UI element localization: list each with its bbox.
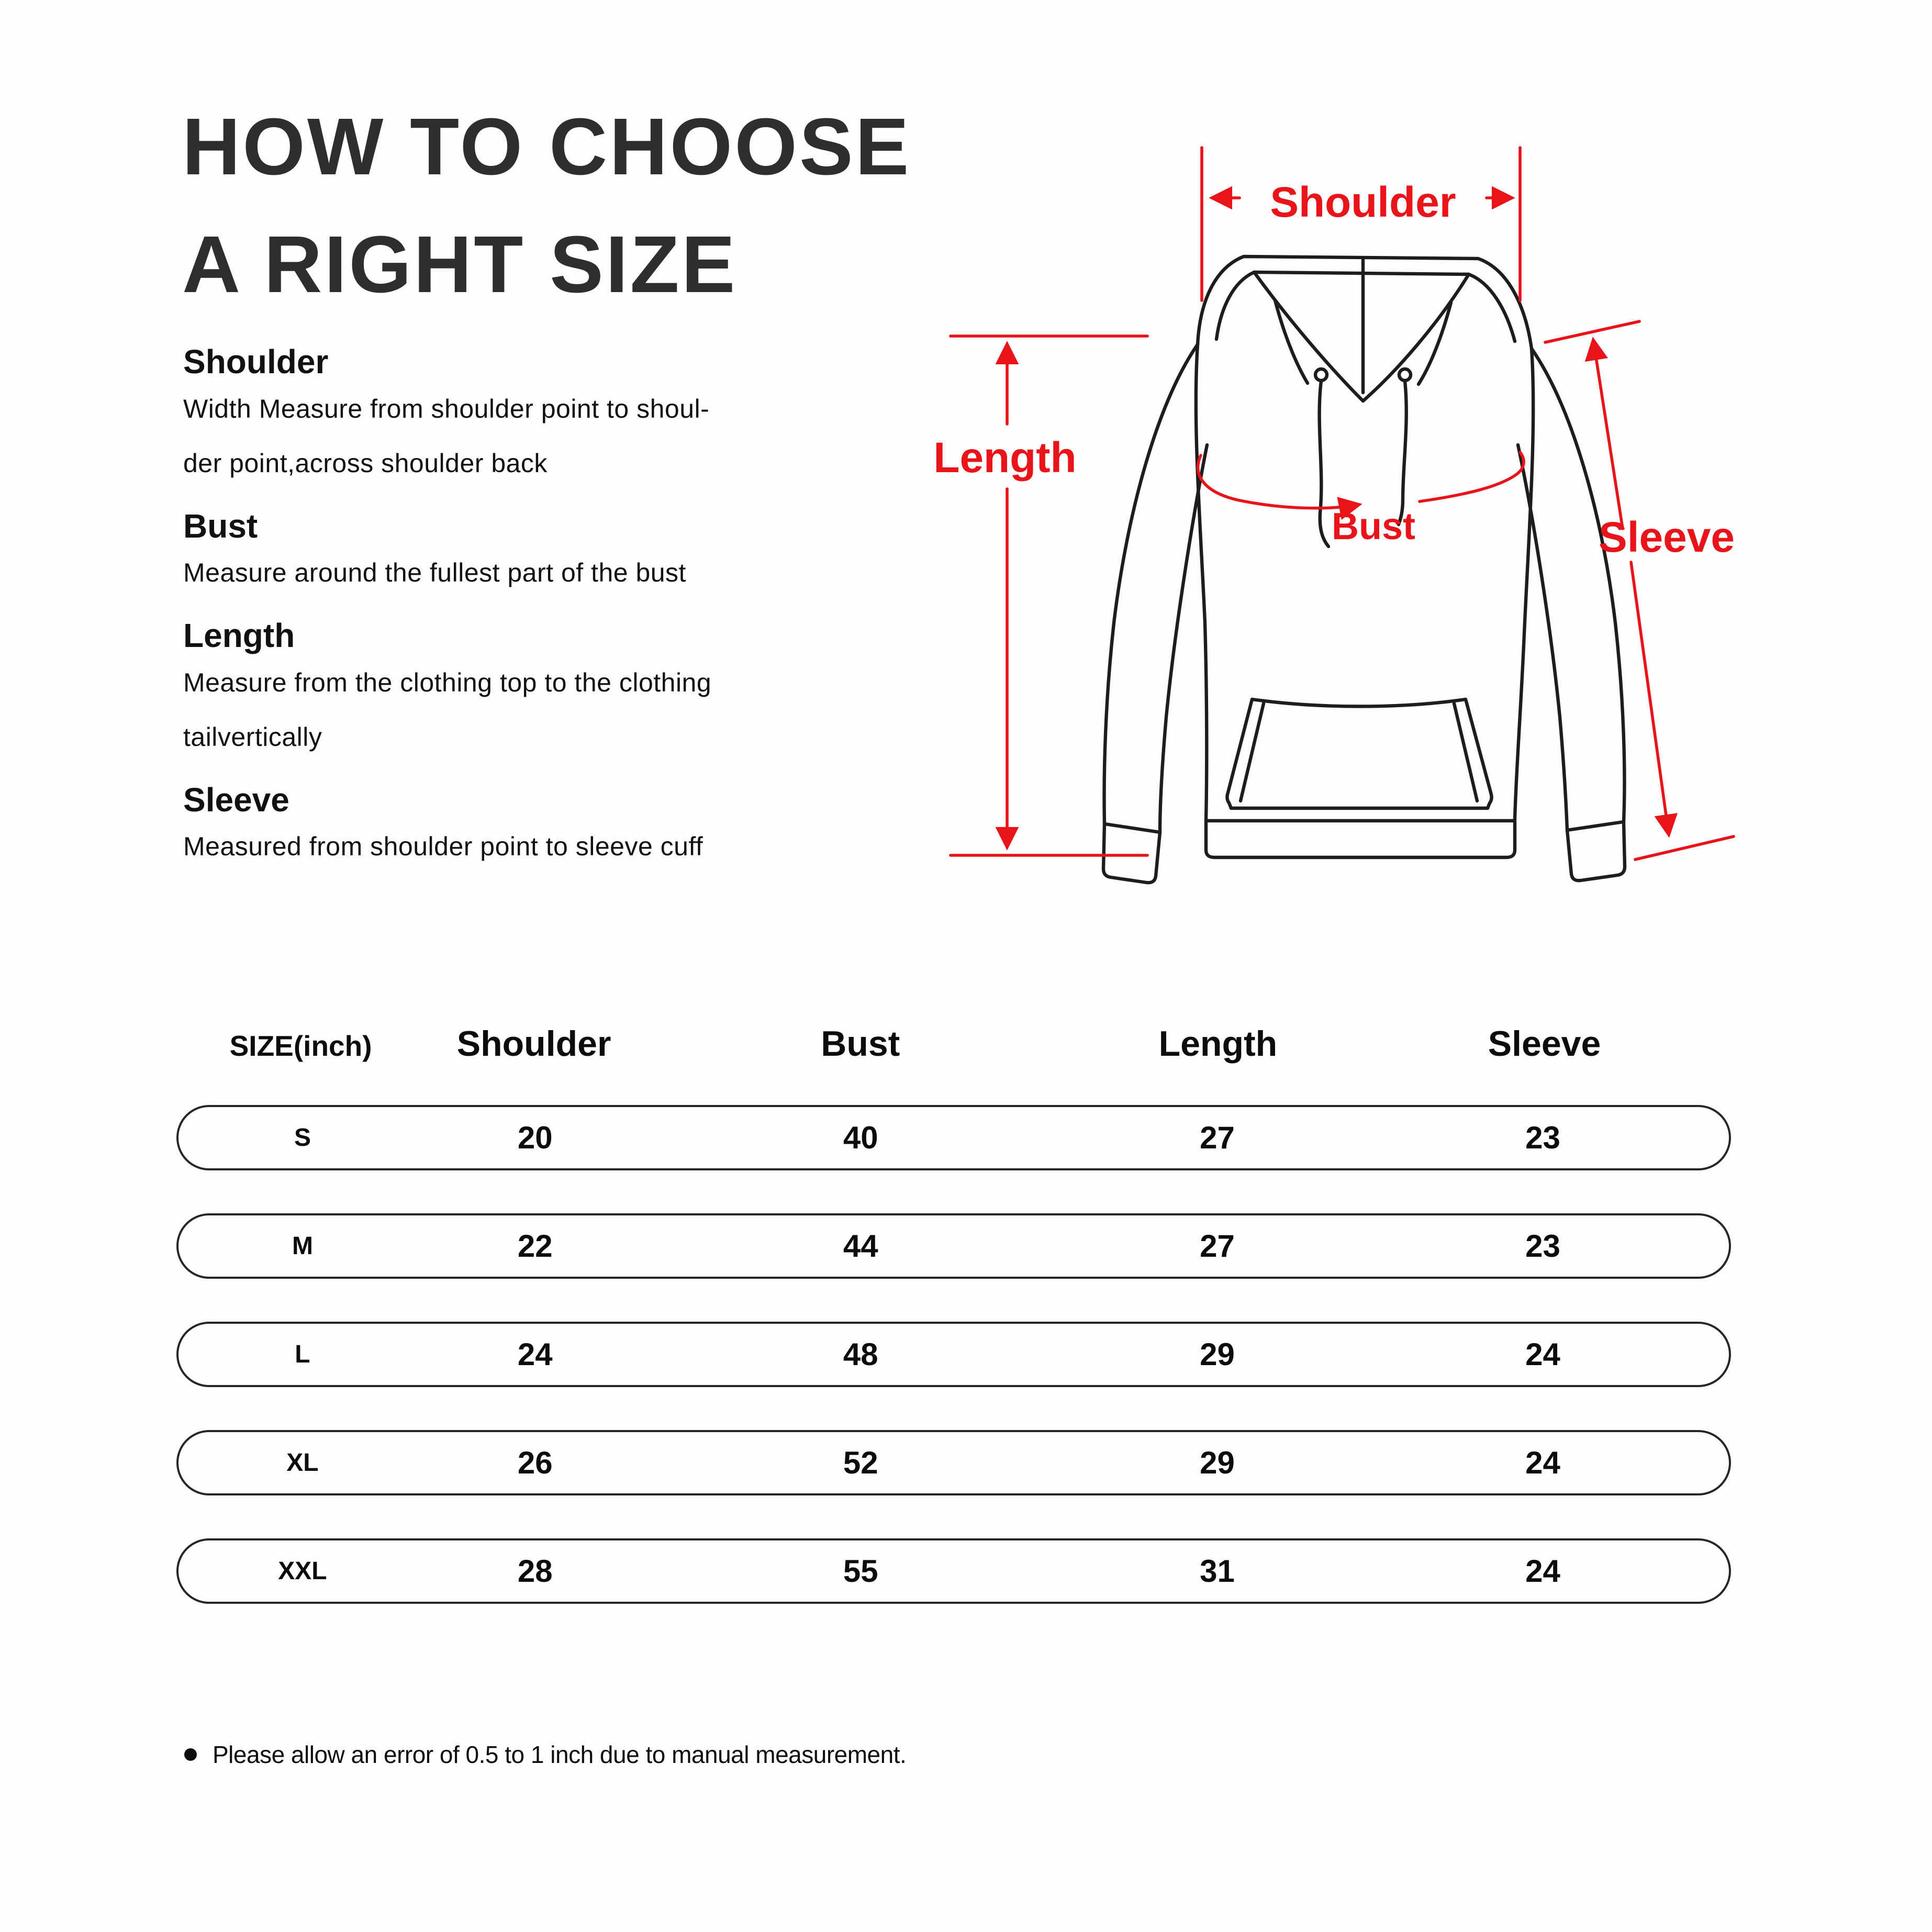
- page-title-line1: HOW TO CHOOSE: [182, 102, 911, 192]
- hoodie-outline-drawing: [1103, 256, 1625, 883]
- column-header-sleeve: Sleeve: [1488, 1024, 1601, 1064]
- cell-bust: 48: [843, 1337, 878, 1372]
- definition-term-shoulder: Shoulder: [183, 343, 329, 381]
- cell-shoulder: 20: [517, 1120, 553, 1155]
- row-size-label: M: [292, 1232, 313, 1260]
- definition-text: Width Measure from shoulder point to shoul-: [183, 394, 710, 423]
- column-header-size: SIZE(inch): [229, 1030, 372, 1062]
- definition-text: der point,across shoulder back: [183, 448, 548, 478]
- cell-sleeve: 24: [1525, 1337, 1560, 1372]
- measurement-definitions: [183, 343, 916, 874]
- table-row-l: [176, 1322, 1731, 1387]
- row-size-label: L: [295, 1341, 310, 1368]
- table-row-s: [176, 1105, 1731, 1170]
- cell-length: 27: [1200, 1229, 1235, 1264]
- size-table-header: [176, 1023, 1731, 1064]
- cell-shoulder: 22: [517, 1229, 553, 1264]
- cell-shoulder: 28: [517, 1554, 553, 1589]
- column-header-bust: Bust: [821, 1024, 900, 1064]
- row-size-label: XXL: [278, 1557, 327, 1585]
- cell-bust: 40: [843, 1120, 878, 1155]
- table-row-m: [176, 1213, 1731, 1279]
- cell-sleeve: 24: [1525, 1554, 1560, 1589]
- diagram-bust-label: Bust: [1332, 506, 1415, 548]
- bullet-icon: [184, 1748, 197, 1761]
- row-size-label: XL: [286, 1449, 319, 1477]
- definition-text: Measure from the clothing top to the clothing: [183, 667, 712, 697]
- cell-sleeve: 23: [1525, 1120, 1560, 1155]
- row-size-label: S: [294, 1124, 311, 1152]
- column-header-length: Length: [1158, 1024, 1278, 1064]
- definition-text: Measure around the fullest part of the bust: [183, 558, 686, 588]
- sleeve-measure-annotation: [1545, 321, 1735, 859]
- hoodie-measurement-diagram: [890, 79, 1858, 968]
- cell-length: 29: [1200, 1337, 1235, 1372]
- diagram-length-label: Length: [933, 434, 1077, 482]
- cell-sleeve: 24: [1525, 1445, 1560, 1480]
- page-title-line2: A RIGHT SIZE: [182, 219, 738, 309]
- table-row-xl: [176, 1430, 1731, 1495]
- definition-term-sleeve: Sleeve: [183, 780, 289, 819]
- cell-bust: 55: [843, 1554, 878, 1589]
- footnote-text: Please allow an error of 0.5 to 1 inch due to manual measurement.: [213, 1741, 907, 1768]
- cell-length: 31: [1200, 1554, 1235, 1589]
- bust-measure-annotation: [1198, 452, 1524, 548]
- cell-bust: 44: [843, 1229, 878, 1264]
- cell-sleeve: 23: [1525, 1229, 1560, 1264]
- page-title: [182, 88, 911, 323]
- definition-term-bust: Bust: [183, 507, 258, 545]
- cell-length: 27: [1200, 1120, 1235, 1155]
- definition-text: Measured from shoulder point to sleeve cuff: [183, 832, 703, 862]
- length-measure-annotation: [933, 336, 1147, 855]
- size-table: [176, 1023, 1731, 1604]
- cell-shoulder: 24: [517, 1337, 553, 1372]
- definition-text: tailvertically: [183, 722, 322, 752]
- diagram-shoulder-label: Shoulder: [1270, 178, 1456, 226]
- diagram-sleeve-label: Sleeve: [1599, 513, 1735, 561]
- cell-bust: 52: [843, 1445, 878, 1480]
- definition-term-length: Length: [183, 617, 295, 655]
- table-row-xxl: [176, 1538, 1731, 1604]
- cell-length: 29: [1200, 1445, 1235, 1480]
- measurement-error-footnote: [184, 1740, 906, 1769]
- cell-shoulder: 26: [517, 1445, 553, 1480]
- column-header-shoulder: Shoulder: [456, 1024, 611, 1064]
